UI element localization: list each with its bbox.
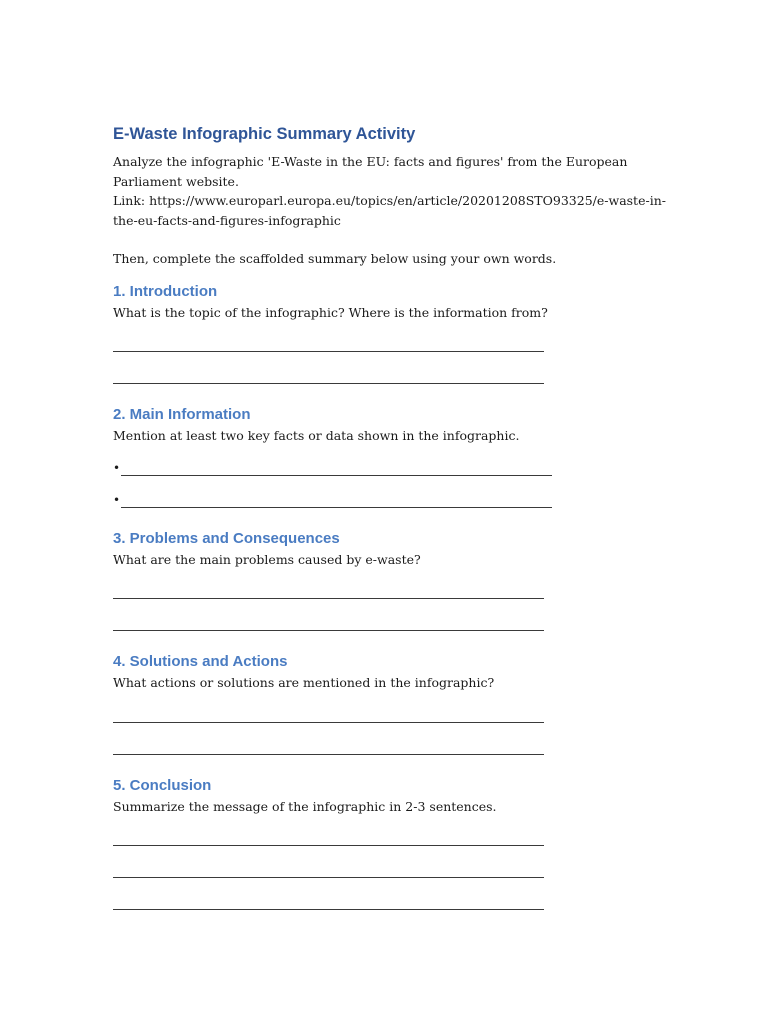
answer-line[interactable] xyxy=(113,328,673,360)
spacer xyxy=(113,230,673,249)
infographic-link[interactable]: Link: https://www.europarl.europa.eu/topics/en/article/20201208STO93325/e-waste-in-the-eu-facts-and-figures-infographic xyxy=(113,193,666,228)
section-heading: 1. Introduction xyxy=(113,282,218,300)
instructions xyxy=(113,152,673,269)
section-heading: 2. Main Information xyxy=(113,406,251,423)
answer-line[interactable] xyxy=(113,822,673,854)
answer-line[interactable] xyxy=(113,699,673,731)
bullet-icon: • xyxy=(113,461,121,475)
section-introduction xyxy=(113,281,673,393)
section-prompt: What are the main problems caused by e-waste? xyxy=(113,551,421,567)
answer-line[interactable] xyxy=(113,854,673,886)
page-title: E-Waste Infographic Summary Activity xyxy=(113,125,416,143)
section-heading: 3. Problems and Consequences xyxy=(113,529,340,547)
section-main-information xyxy=(113,404,673,516)
answer-line[interactable] xyxy=(113,575,673,607)
bullet-answer-line[interactable] xyxy=(113,452,673,484)
section-prompt: What is the topic of the infographic? Where is the information from? xyxy=(113,304,548,320)
worksheet-page xyxy=(113,122,673,918)
instructions-followup: Then, complete the scaffolded summary below using your own words. xyxy=(113,251,557,266)
section-prompt: Summarize the message of the infographic in 2-3 sentences. xyxy=(113,798,497,814)
answer-line[interactable] xyxy=(113,607,673,639)
answer-line[interactable] xyxy=(113,731,673,763)
section-heading: 5. Conclusion xyxy=(113,776,212,794)
section-conclusion xyxy=(113,775,673,919)
answer-line[interactable] xyxy=(113,886,673,918)
bullet-icon: • xyxy=(113,493,121,507)
instructions-text: Analyze the infographic 'E-Waste in the EU: facts and figures' from the European Parliament website. xyxy=(113,154,628,189)
answer-line[interactable] xyxy=(113,360,673,392)
section-problems-consequences xyxy=(113,528,673,640)
bullet-answer-line[interactable] xyxy=(113,484,673,516)
section-heading: 4. Solutions and Actions xyxy=(113,653,288,670)
section-prompt: Mention at least two key facts or data shown in the infographic. xyxy=(113,428,520,443)
section-solutions-actions xyxy=(113,651,673,763)
section-prompt: What actions or solutions are mentioned in the infographic? xyxy=(113,675,495,690)
